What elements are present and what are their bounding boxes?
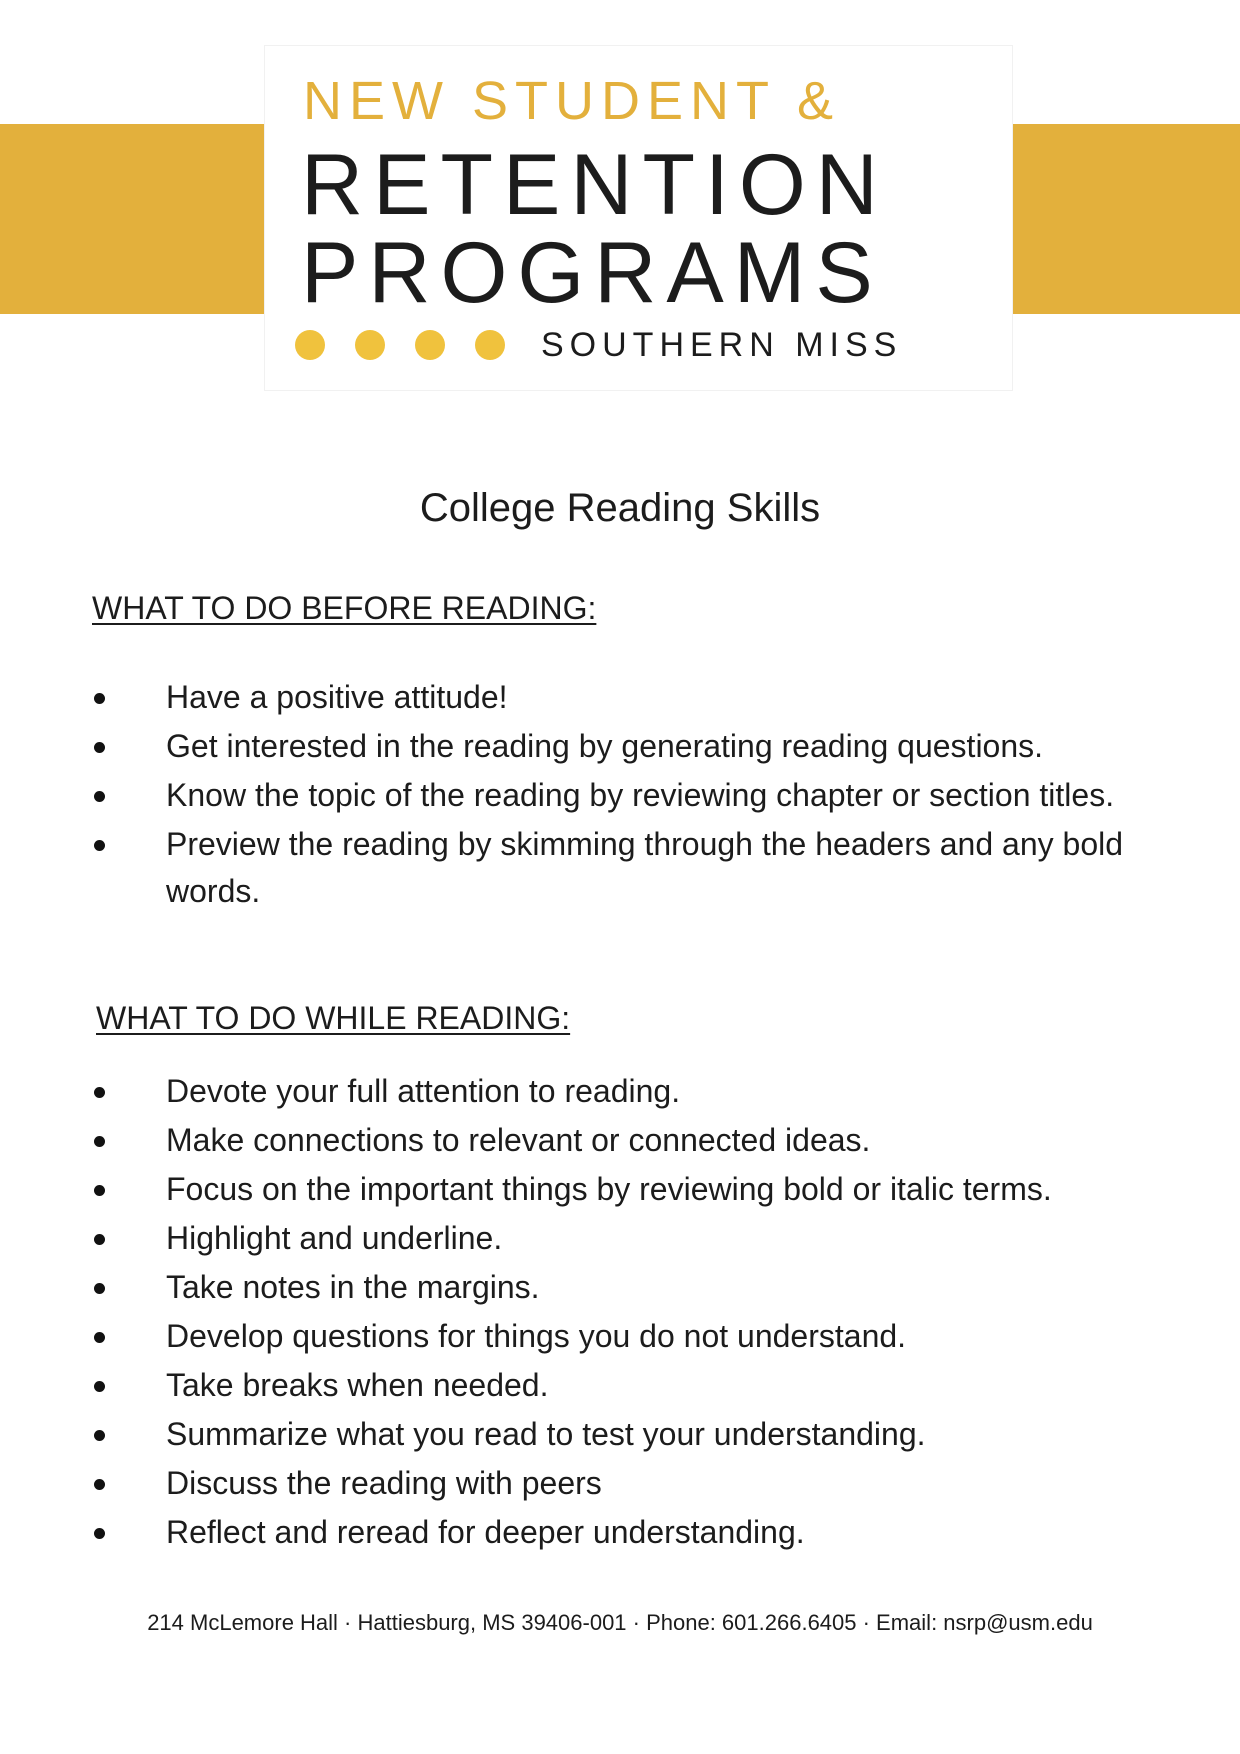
program-logo [265, 46, 1012, 390]
list-item-text: Get interested in the reading by generating reading questions. [166, 728, 1044, 764]
logo-dot-icon [475, 330, 505, 360]
header-band-right [1012, 124, 1240, 314]
list-item [0, 821, 1240, 915]
list-item-text: Develop questions for things you do not understand. [166, 1318, 907, 1354]
logo-line-new-student: NEW STUDENT & [303, 71, 841, 131]
section-heading-before-reading: WHAT TO DO BEFORE READING: [92, 590, 597, 626]
bullet-icon [94, 693, 105, 704]
list-item-text: Devote your full attention to reading. [166, 1073, 681, 1109]
logo-dot-icon [355, 330, 385, 360]
list-item-text: Discuss the reading with peers [166, 1465, 602, 1501]
list-item-text: Have a positive attitude! [166, 679, 508, 715]
while-reading-list [0, 1068, 1240, 1558]
list-item [0, 1362, 1240, 1409]
bullet-icon [94, 742, 105, 753]
bullet-icon [94, 1087, 105, 1098]
bullet-icon [94, 1332, 105, 1343]
page-title: College Reading Skills [419, 486, 821, 530]
list-item-text: Reflect and reread for deeper understanding. [166, 1514, 805, 1550]
header-band-left [0, 124, 265, 314]
logo-footer [295, 320, 902, 370]
list-item [0, 1509, 1240, 1556]
bullet-icon [94, 1479, 105, 1490]
list-item-text: Highlight and underline. [166, 1220, 503, 1256]
bullet-icon [94, 840, 105, 851]
list-item-text: Make connections to relevant or connected ideas. [166, 1122, 871, 1158]
logo-dot-icon [415, 330, 445, 360]
logo-dot-icon [295, 330, 325, 360]
list-item [0, 1117, 1240, 1164]
list-item [0, 1460, 1240, 1507]
list-item [0, 1068, 1240, 1115]
bullet-icon [94, 791, 105, 802]
contact-footer: 214 McLemore Hall · Hattiesburg, MS 39406-001 · Phone: 601.266.6405 · Email: nsrp@usm.edu [147, 1610, 1093, 1635]
logo-line-programs: PROGRAMS [301, 225, 883, 321]
list-item [0, 674, 1240, 721]
list-item [0, 1166, 1240, 1213]
list-item-text: Summarize what you read to test your understanding. [166, 1416, 926, 1452]
bullet-icon [94, 1234, 105, 1245]
logo-line-retention: RETENTION [301, 137, 888, 233]
logo-southern-miss: SOUTHERN MISS [541, 325, 903, 364]
list-item-text: Take breaks when needed. [166, 1367, 549, 1403]
section-heading-while-reading: WHAT TO DO WHILE READING: [96, 1000, 571, 1036]
list-item [0, 1264, 1240, 1311]
list-item [0, 1215, 1240, 1262]
list-item [0, 1313, 1240, 1360]
list-item-text: Focus on the important things by reviewing bold or italic terms. [166, 1171, 1052, 1207]
before-reading-list [0, 674, 1240, 917]
list-item-text: Know the topic of the reading by reviewing chapter or section titles. [166, 777, 1115, 813]
list-item-text: Take notes in the margins. [166, 1269, 540, 1305]
bullet-icon [94, 1283, 105, 1294]
list-item [0, 723, 1240, 770]
list-item [0, 772, 1240, 819]
list-item-text: Preview the reading by skimming through the headers and any bold words. [166, 826, 1124, 909]
bullet-icon [94, 1430, 105, 1441]
bullet-icon [94, 1528, 105, 1539]
bullet-icon [94, 1381, 105, 1392]
bullet-icon [94, 1136, 105, 1147]
list-item [0, 1411, 1240, 1458]
bullet-icon [94, 1185, 105, 1196]
